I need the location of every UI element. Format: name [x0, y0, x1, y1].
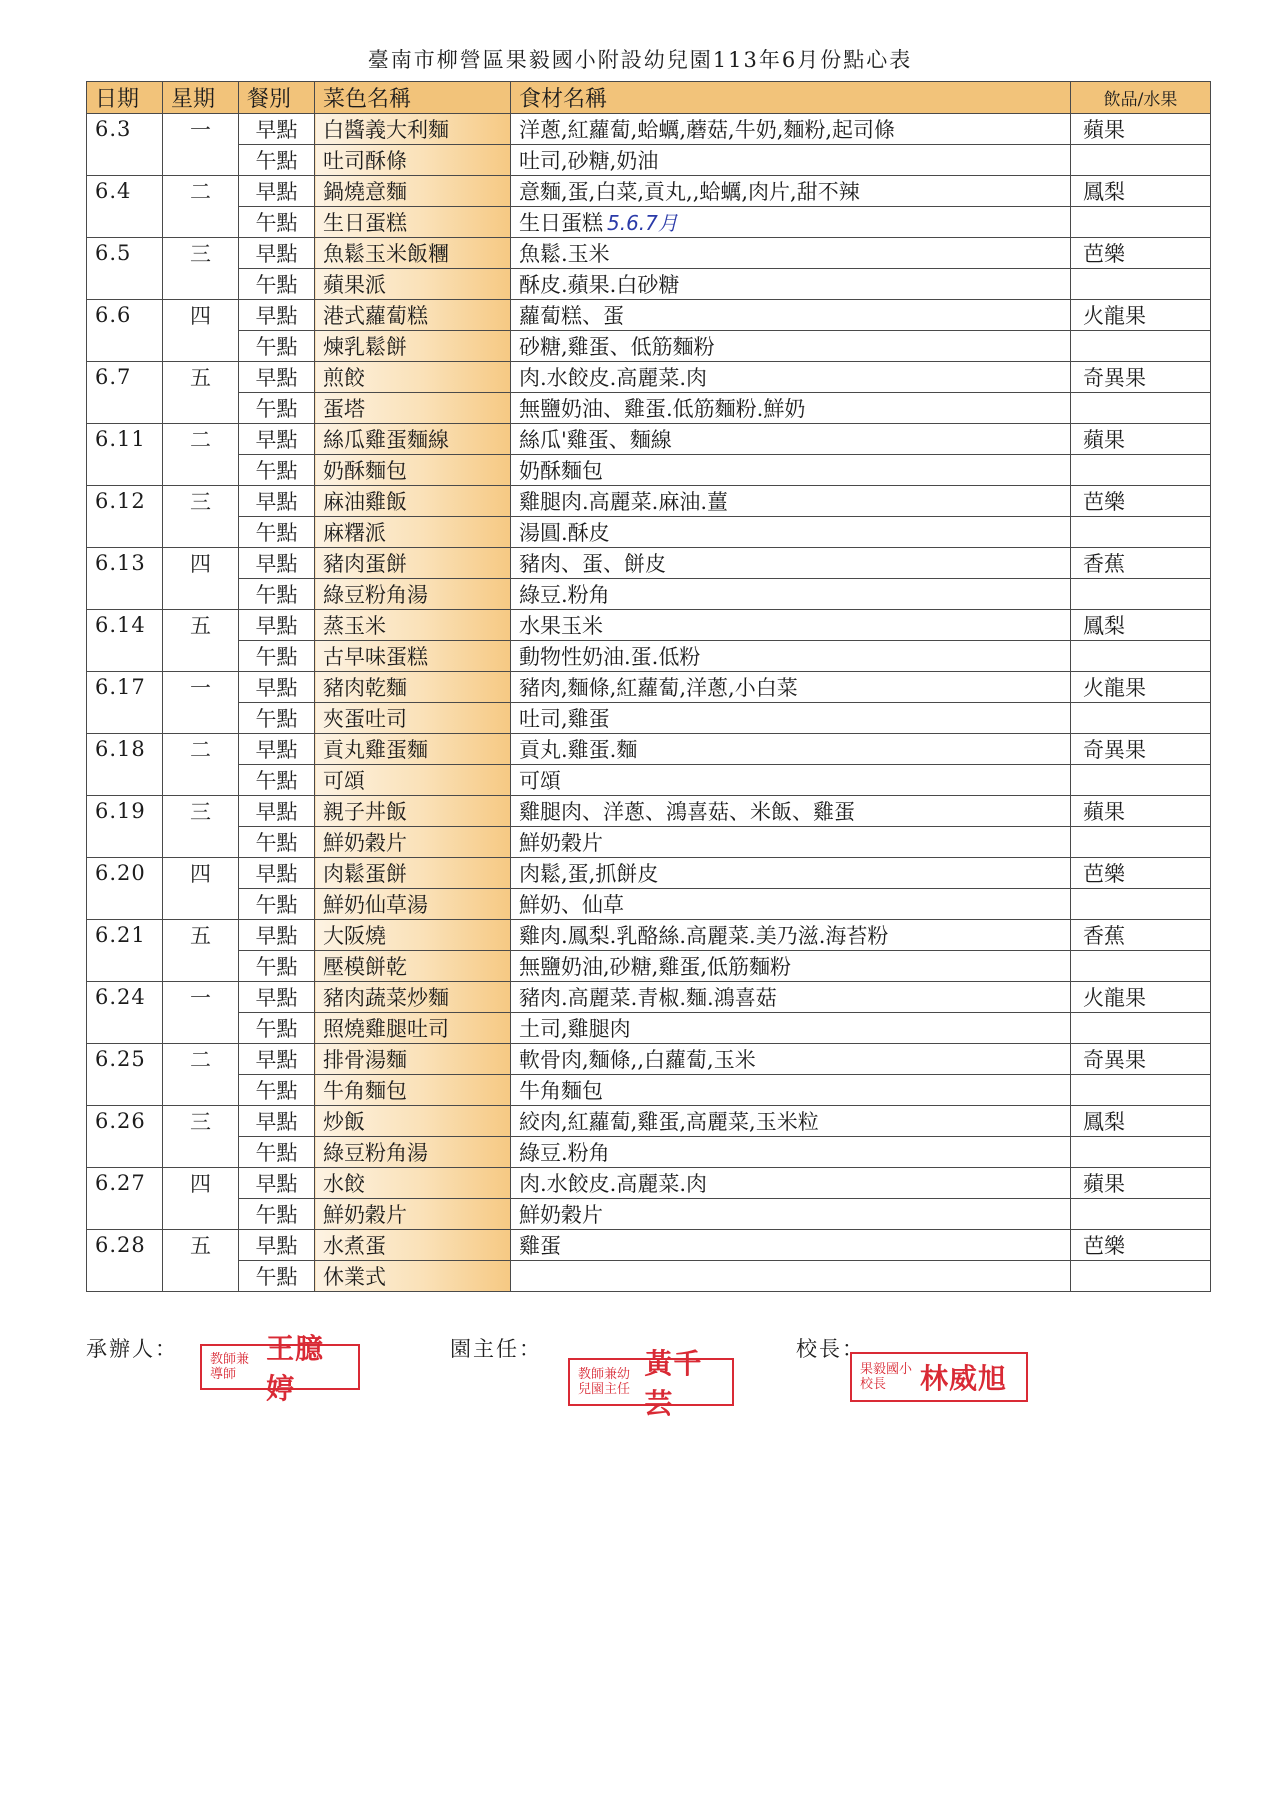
dish-cell: 白醬義大利麵 — [315, 114, 511, 145]
drink-cell: 蘋果 — [1071, 114, 1211, 145]
dish-cell: 牛角麵包 — [315, 1075, 511, 1106]
weekday-cell: 四 — [163, 548, 239, 579]
dish-cell: 可頌 — [315, 765, 511, 796]
meal-cell: 早點 — [239, 1168, 315, 1199]
date-cell: 6.12 — [87, 486, 163, 517]
drink-cell: 鳳梨 — [1071, 1106, 1211, 1137]
weekday-cell — [163, 145, 239, 176]
meal-cell: 午點 — [239, 331, 315, 362]
meal-cell: 午點 — [239, 455, 315, 486]
ingredients-cell: 肉鬆,蛋,抓餅皮 — [511, 858, 1071, 889]
weekday-cell — [163, 393, 239, 424]
dish-cell: 肉鬆蛋餅 — [315, 858, 511, 889]
table-row — [87, 1168, 1211, 1199]
principal-stamp — [850, 1352, 1028, 1402]
weekday-cell — [163, 703, 239, 734]
ingredients-cell: 肉.水餃皮.高麗菜.肉 — [511, 1168, 1071, 1199]
dish-cell: 綠豆粉角湯 — [315, 1137, 511, 1168]
drink-cell: 芭樂 — [1071, 858, 1211, 889]
drink-cell — [1071, 269, 1211, 300]
drink-cell: 芭樂 — [1071, 238, 1211, 269]
dish-cell: 煎餃 — [315, 362, 511, 393]
table-row — [87, 393, 1211, 424]
weekday-cell: 五 — [163, 920, 239, 951]
meal-cell: 早點 — [239, 362, 315, 393]
table-row — [87, 207, 1211, 238]
dish-cell: 吐司酥條 — [315, 145, 511, 176]
date-cell: 6.14 — [87, 610, 163, 641]
drink-cell — [1071, 517, 1211, 548]
table-row — [87, 145, 1211, 176]
ingredients-cell: 豬肉.高麗菜.青椒.麵.鴻喜菇 — [511, 982, 1071, 1013]
weekday-cell: 五 — [163, 362, 239, 393]
meal-cell: 午點 — [239, 517, 315, 548]
weekday-cell — [163, 641, 239, 672]
drink-cell: 火龍果 — [1071, 300, 1211, 331]
meal-cell: 早點 — [239, 486, 315, 517]
date-cell: 6.28 — [87, 1230, 163, 1261]
header-weekday: 星期 — [163, 82, 239, 114]
dish-cell: 水煮蛋 — [315, 1230, 511, 1261]
table-row — [87, 548, 1211, 579]
dish-cell: 絲瓜雞蛋麵線 — [315, 424, 511, 455]
drink-cell: 蘋果 — [1071, 796, 1211, 827]
weekday-cell — [163, 765, 239, 796]
ingredients-cell: 湯圓.酥皮 — [511, 517, 1071, 548]
date-cell — [87, 393, 163, 424]
table-row — [87, 1106, 1211, 1137]
drink-cell: 火龍果 — [1071, 672, 1211, 703]
ingredients-cell: 水果玉米 — [511, 610, 1071, 641]
meal-cell: 早點 — [239, 858, 315, 889]
drink-cell: 香蕉 — [1071, 920, 1211, 951]
meal-cell: 午點 — [239, 641, 315, 672]
drink-cell: 鳳梨 — [1071, 176, 1211, 207]
drink-cell — [1071, 765, 1211, 796]
date-cell: 6.13 — [87, 548, 163, 579]
date-cell — [87, 331, 163, 362]
date-cell — [87, 889, 163, 920]
ingredients-cell: 肉.水餃皮.高麗菜.肉 — [511, 362, 1071, 393]
handwritten-note: 5.6.7月 — [607, 211, 678, 235]
drink-cell — [1071, 331, 1211, 362]
weekday-cell — [163, 207, 239, 238]
ingredients-cell: 無鹽奶油、雞蛋.低筋麵粉.鮮奶 — [511, 393, 1071, 424]
ingredients-cell: 蘿蔔糕、蛋 — [511, 300, 1071, 331]
ingredients-cell: 洋蔥,紅蘿蔔,蛤蠣,蘑菇,牛奶,麵粉,起司條 — [511, 114, 1071, 145]
ingredients-cell: 貢丸.雞蛋.麵 — [511, 734, 1071, 765]
dish-cell: 夾蛋吐司 — [315, 703, 511, 734]
table-body — [87, 114, 1211, 1292]
date-cell — [87, 207, 163, 238]
dish-cell: 鮮奶仙草湯 — [315, 889, 511, 920]
weekday-cell: 三 — [163, 796, 239, 827]
table-row — [87, 331, 1211, 362]
dish-cell: 排骨湯麵 — [315, 1044, 511, 1075]
date-cell — [87, 827, 163, 858]
weekday-cell: 五 — [163, 610, 239, 641]
meal-cell: 午點 — [239, 827, 315, 858]
ingredients-cell: 綠豆.粉角 — [511, 579, 1071, 610]
dish-cell: 貢丸雞蛋麵 — [315, 734, 511, 765]
meal-cell: 早點 — [239, 672, 315, 703]
date-cell: 6.21 — [87, 920, 163, 951]
weekday-cell: 二 — [163, 424, 239, 455]
drink-cell — [1071, 455, 1211, 486]
organizer-stamp — [200, 1332, 360, 1405]
meal-cell: 早點 — [239, 548, 315, 579]
date-cell — [87, 1261, 163, 1292]
ingredients-cell: 可頌 — [511, 765, 1071, 796]
meal-cell: 午點 — [239, 207, 315, 238]
dish-cell: 休業式 — [315, 1261, 511, 1292]
drink-cell: 芭樂 — [1071, 486, 1211, 517]
table-row — [87, 765, 1211, 796]
table-row — [87, 641, 1211, 672]
table-row — [87, 1137, 1211, 1168]
drink-cell: 鳳梨 — [1071, 610, 1211, 641]
dish-cell: 生日蛋糕 — [315, 207, 511, 238]
dish-cell: 奶酥麵包 — [315, 455, 511, 486]
meal-cell: 午點 — [239, 1075, 315, 1106]
weekday-cell: 五 — [163, 1230, 239, 1261]
table-row — [87, 1199, 1211, 1230]
drink-cell: 奇異果 — [1071, 362, 1211, 393]
table-row — [87, 1044, 1211, 1075]
header-drink: 飲品/水果 — [1071, 82, 1211, 114]
date-cell — [87, 579, 163, 610]
drink-cell — [1071, 951, 1211, 982]
table-row — [87, 362, 1211, 393]
date-cell — [87, 1137, 163, 1168]
drink-cell: 蘋果 — [1071, 424, 1211, 455]
table-row — [87, 238, 1211, 269]
drink-cell — [1071, 1075, 1211, 1106]
table-row — [87, 1261, 1211, 1292]
drink-cell — [1071, 1261, 1211, 1292]
ingredients-cell: 砂糖,雞蛋、低筋麵粉 — [511, 331, 1071, 362]
weekday-cell: 四 — [163, 858, 239, 889]
ingredients-cell: 吐司,砂糖,奶油 — [511, 145, 1071, 176]
weekday-cell: 四 — [163, 1168, 239, 1199]
dish-cell: 壓模餅乾 — [315, 951, 511, 982]
ingredients-cell — [511, 1261, 1071, 1292]
principal-label: 校長： — [796, 1337, 865, 1361]
weekday-cell: 一 — [163, 672, 239, 703]
dish-cell: 蛋塔 — [315, 393, 511, 424]
meal-cell: 午點 — [239, 145, 315, 176]
date-cell: 6.11 — [87, 424, 163, 455]
meal-cell: 早點 — [239, 796, 315, 827]
table-row — [87, 920, 1211, 951]
organizer-stamp-name: 王臆婷 — [266, 1332, 325, 1405]
weekday-cell — [163, 455, 239, 486]
table-row — [87, 1013, 1211, 1044]
ingredients-cell: 鮮奶、仙草 — [511, 889, 1071, 920]
meal-cell: 午點 — [239, 1261, 315, 1292]
ingredients-cell: 土司,雞腿肉 — [511, 1013, 1071, 1044]
meal-cell: 早點 — [239, 1044, 315, 1075]
meal-cell: 早點 — [239, 1106, 315, 1137]
meal-cell: 午點 — [239, 393, 315, 424]
drink-cell — [1071, 1199, 1211, 1230]
dish-cell: 豬肉乾麵 — [315, 672, 511, 703]
dish-cell: 鍋燒意麵 — [315, 176, 511, 207]
drink-cell — [1071, 1013, 1211, 1044]
date-cell: 6.5 — [87, 238, 163, 269]
dish-cell: 綠豆粉角湯 — [315, 579, 511, 610]
ingredients-cell: 鮮奶穀片 — [511, 827, 1071, 858]
table-row — [87, 455, 1211, 486]
ingredients-cell: 生日蛋糕 5.6.7月 — [511, 207, 1071, 238]
table-row — [87, 486, 1211, 517]
ingredients-cell: 豬肉,麵條,紅蘿蔔,洋蔥,小白菜 — [511, 672, 1071, 703]
weekday-cell — [163, 951, 239, 982]
drink-cell — [1071, 827, 1211, 858]
table-row — [87, 579, 1211, 610]
ingredients-cell: 魚鬆.玉米 — [511, 238, 1071, 269]
weekday-cell — [163, 331, 239, 362]
drink-cell — [1071, 207, 1211, 238]
weekday-cell: 二 — [163, 734, 239, 765]
director-label: 園主任： — [450, 1337, 542, 1361]
ingredients-cell: 豬肉、蛋、餅皮 — [511, 548, 1071, 579]
ingredients-cell: 雞蛋 — [511, 1230, 1071, 1261]
director-stamp-title: 教師兼幼兒園主任 — [578, 1367, 631, 1397]
date-cell — [87, 641, 163, 672]
drink-cell: 火龍果 — [1071, 982, 1211, 1013]
ingredients-cell: 意麵,蛋,白菜,貢丸,,蛤蠣,肉片,甜不辣 — [511, 176, 1071, 207]
dish-cell: 蘋果派 — [315, 269, 511, 300]
page-title: 臺南市柳營區果毅國小附設幼兒園113年6月份點心表 — [367, 48, 913, 72]
dish-cell: 港式蘿蔔糕 — [315, 300, 511, 331]
weekday-cell — [163, 889, 239, 920]
table-row — [87, 269, 1211, 300]
date-cell: 6.17 — [87, 672, 163, 703]
table-row — [87, 424, 1211, 455]
drink-cell — [1071, 641, 1211, 672]
drink-cell — [1071, 145, 1211, 176]
date-cell: 6.7 — [87, 362, 163, 393]
table-row — [87, 858, 1211, 889]
weekday-cell — [163, 1261, 239, 1292]
table-row — [87, 672, 1211, 703]
date-cell — [87, 1199, 163, 1230]
table-row — [87, 982, 1211, 1013]
header-date: 日期 — [87, 82, 163, 114]
weekday-cell — [163, 827, 239, 858]
dish-cell: 炒飯 — [315, 1106, 511, 1137]
drink-cell — [1071, 393, 1211, 424]
meal-cell: 午點 — [239, 1013, 315, 1044]
meal-cell: 早點 — [239, 424, 315, 455]
drink-cell: 香蕉 — [1071, 548, 1211, 579]
table-row — [87, 889, 1211, 920]
dish-cell: 照燒雞腿吐司 — [315, 1013, 511, 1044]
weekday-cell: 四 — [163, 300, 239, 331]
dish-cell: 麻油雞飯 — [315, 486, 511, 517]
meal-cell: 早點 — [239, 300, 315, 331]
table-row — [87, 517, 1211, 548]
dish-cell: 煉乳鬆餅 — [315, 331, 511, 362]
date-cell: 6.27 — [87, 1168, 163, 1199]
director-stamp — [568, 1347, 734, 1420]
snack-menu-table — [86, 81, 1211, 1292]
ingredients-cell: 牛角麵包 — [511, 1075, 1071, 1106]
table-row — [87, 951, 1211, 982]
date-cell — [87, 951, 163, 982]
weekday-cell: 二 — [163, 176, 239, 207]
table-row — [87, 114, 1211, 145]
drink-cell — [1071, 889, 1211, 920]
date-cell: 6.25 — [87, 1044, 163, 1075]
date-cell — [87, 1075, 163, 1106]
organizer-label: 承辦人： — [86, 1337, 178, 1361]
meal-cell: 早點 — [239, 176, 315, 207]
principal-stamp-title: 果毅國小校長 — [860, 1362, 913, 1392]
meal-cell: 午點 — [239, 1137, 315, 1168]
weekday-cell: 二 — [163, 1044, 239, 1075]
weekday-cell: 三 — [163, 1106, 239, 1137]
drink-cell: 奇異果 — [1071, 734, 1211, 765]
table-row — [87, 610, 1211, 641]
dish-cell: 豬肉蔬菜炒麵 — [315, 982, 511, 1013]
dish-cell: 大阪燒 — [315, 920, 511, 951]
date-cell: 6.19 — [87, 796, 163, 827]
table-row — [87, 1075, 1211, 1106]
weekday-cell — [163, 1075, 239, 1106]
ingredients-cell: 吐司,雞蛋 — [511, 703, 1071, 734]
dish-cell: 水餃 — [315, 1168, 511, 1199]
drink-cell: 奇異果 — [1071, 1044, 1211, 1075]
meal-cell: 午點 — [239, 579, 315, 610]
header-dish: 菜色名稱 — [315, 82, 511, 114]
weekday-cell — [163, 269, 239, 300]
weekday-cell — [163, 1013, 239, 1044]
table-row — [87, 734, 1211, 765]
ingredients-cell: 動物性奶油.蛋.低粉 — [511, 641, 1071, 672]
weekday-cell — [163, 1199, 239, 1230]
principal-stamp-name: 林威旭 — [920, 1362, 1008, 1395]
table-row — [87, 827, 1211, 858]
drink-cell — [1071, 1137, 1211, 1168]
weekday-cell: 三 — [163, 486, 239, 517]
weekday-cell — [163, 579, 239, 610]
ingredients-cell: 酥皮.蘋果.白砂糖 — [511, 269, 1071, 300]
date-cell — [87, 269, 163, 300]
table-row — [87, 1230, 1211, 1261]
meal-cell: 午點 — [239, 889, 315, 920]
weekday-cell — [163, 1137, 239, 1168]
weekday-cell: 一 — [163, 114, 239, 145]
header-ingredients: 食材名稱 — [511, 82, 1071, 114]
drink-cell: 芭樂 — [1071, 1230, 1211, 1261]
ingredients-cell: 無鹽奶油,砂糖,雞蛋,低筋麵粉 — [511, 951, 1071, 982]
meal-cell: 早點 — [239, 734, 315, 765]
drink-cell — [1071, 579, 1211, 610]
table-row — [87, 796, 1211, 827]
date-cell: 6.4 — [87, 176, 163, 207]
ingredients-cell: 奶酥麵包 — [511, 455, 1071, 486]
dish-cell: 蒸玉米 — [315, 610, 511, 641]
weekday-cell — [163, 517, 239, 548]
meal-cell: 早點 — [239, 610, 315, 641]
ingredients-cell: 雞肉.鳳梨.乳酪絲.高麗菜.美乃滋.海苔粉 — [511, 920, 1071, 951]
date-cell: 6.24 — [87, 982, 163, 1013]
director-stamp-name: 黃千芸 — [644, 1347, 703, 1420]
dish-cell: 鮮奶穀片 — [315, 1199, 511, 1230]
dish-cell: 鮮奶穀片 — [315, 827, 511, 858]
drink-cell: 蘋果 — [1071, 1168, 1211, 1199]
weekday-cell: 三 — [163, 238, 239, 269]
date-cell — [87, 145, 163, 176]
meal-cell: 午點 — [239, 951, 315, 982]
ingredients-cell: 絲瓜'雞蛋、麵線 — [511, 424, 1071, 455]
ingredients-cell: 雞腿肉、洋蔥、鴻喜菇、米飯、雞蛋 — [511, 796, 1071, 827]
ingredients-cell: 軟骨肉,麵條,,白蘿蔔,玉米 — [511, 1044, 1071, 1075]
header-meal: 餐別 — [239, 82, 315, 114]
table-row — [87, 176, 1211, 207]
date-cell: 6.6 — [87, 300, 163, 331]
meal-cell: 早點 — [239, 982, 315, 1013]
meal-cell: 午點 — [239, 765, 315, 796]
date-cell — [87, 517, 163, 548]
ingredients-cell: 鮮奶穀片 — [511, 1199, 1071, 1230]
date-cell: 6.20 — [87, 858, 163, 889]
meal-cell: 午點 — [239, 1199, 315, 1230]
date-cell: 6.3 — [87, 114, 163, 145]
dish-cell: 親子丼飯 — [315, 796, 511, 827]
date-cell — [87, 1013, 163, 1044]
date-cell: 6.26 — [87, 1106, 163, 1137]
meal-cell: 早點 — [239, 1230, 315, 1261]
table-row — [87, 300, 1211, 331]
date-cell — [87, 703, 163, 734]
ingredients-cell: 雞腿肉.高麗菜.麻油.薑 — [511, 486, 1071, 517]
organizer-stamp-title: 教師兼導師 — [210, 1352, 250, 1382]
meal-cell: 早點 — [239, 238, 315, 269]
dish-cell: 豬肉蛋餅 — [315, 548, 511, 579]
meal-cell: 早點 — [239, 114, 315, 145]
meal-cell: 午點 — [239, 703, 315, 734]
date-cell: 6.18 — [87, 734, 163, 765]
meal-cell: 午點 — [239, 269, 315, 300]
dish-cell: 古早味蛋糕 — [315, 641, 511, 672]
weekday-cell: 一 — [163, 982, 239, 1013]
date-cell — [87, 455, 163, 486]
ingredients-cell: 絞肉,紅蘿蔔,雞蛋,高麗菜,玉米粒 — [511, 1106, 1071, 1137]
dish-cell: 麻糬派 — [315, 517, 511, 548]
date-cell — [87, 765, 163, 796]
ingredients-cell: 綠豆.粉角 — [511, 1137, 1071, 1168]
table-row — [87, 703, 1211, 734]
meal-cell: 早點 — [239, 920, 315, 951]
drink-cell — [1071, 703, 1211, 734]
dish-cell: 魚鬆玉米飯糰 — [315, 238, 511, 269]
table-header-row — [87, 82, 1211, 114]
